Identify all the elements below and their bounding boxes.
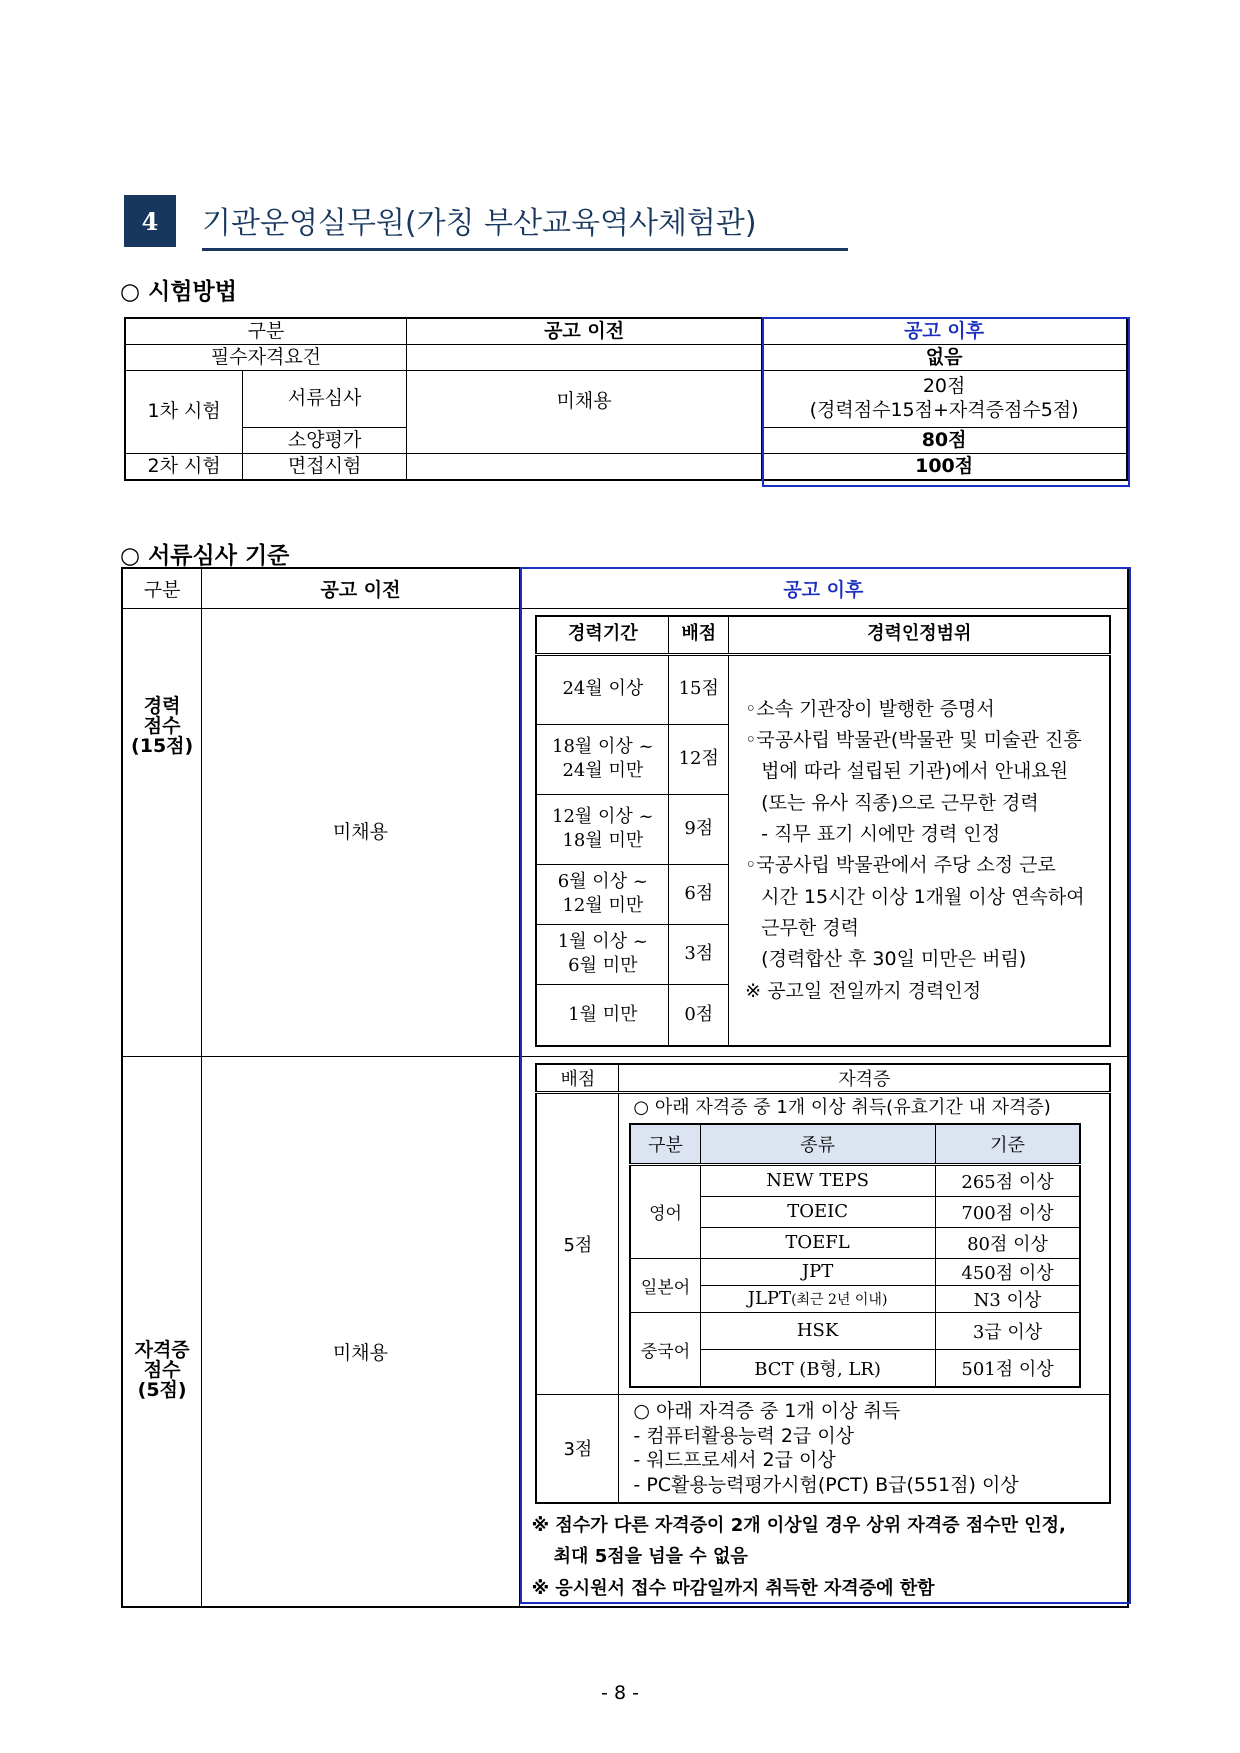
title-underline [202,248,848,251]
stage1-label: 1차 시험 [125,371,243,454]
range-line: ◦소속 기관장이 발행한 증명서 [745,697,995,720]
interview-before [406,454,761,481]
range-line: ※ 공고일 전일까지 경력인정 [745,979,982,1002]
footnote-1-cont: 최대 5점을 넘을 수 없음 [553,1546,748,1568]
range-line: 시간 15시간 이상 1개월 이상 연속하여 [761,885,1085,908]
table-row [630,1124,1080,1165]
lang-group-japanese: 일본어 [630,1258,700,1312]
cert-3-line: - PC활용능력평가시험(PCT) B급(551점) 이상 [633,1473,1019,1496]
lang-std: 265점 이상 [935,1164,1080,1196]
table-row [630,1258,1080,1285]
career-period: 1월 미만 [536,984,669,1046]
stage2-label: 2차 시험 [125,454,243,481]
criteria-header-after: 공고 이후 [519,568,1128,608]
lang-kind-name: JLPT [747,1288,792,1310]
career-before: 미채용 [202,608,519,1056]
career-header-period: 경력기간 [536,616,669,655]
lang-std: 80점 이상 [935,1227,1080,1258]
cert-footnotes [520,1504,1127,1607]
cert-score-5: 5점 [536,1092,619,1394]
cert-table [535,1063,1111,1504]
range-line: ◦국공사립 박물관(박물관 및 미술관 진흥 [745,728,1082,751]
cert-after [519,1056,1128,1607]
lang-kind [700,1285,935,1312]
exam-method-table [124,317,1128,481]
lang-group-chinese: 중국어 [630,1312,700,1387]
header-after: 공고 이후 [762,318,1127,345]
criteria-header-category: 구분 [122,568,202,608]
range-line: 법에 따라 설립된 기관)에서 안내요원 [761,760,1069,783]
doc-review-criteria-table [121,567,1129,1608]
page-number: - 8 - [601,1682,639,1704]
table-row [536,654,1110,724]
career-header-range: 경력인정범위 [729,616,1111,655]
footnote-1: ※ 점수가 다른 자격증이 2개 이상일 경우 상위 자격증 점수만 인정, [531,1514,1066,1536]
section-title: 기관운영실무원(가칭 부산교육역사체험관) [202,206,757,241]
cert-header-score: 배점 [536,1064,619,1093]
table-row [630,1164,1080,1196]
lang-std: 450점 이상 [935,1258,1080,1285]
essential-after: 없음 [762,345,1127,371]
cert-3-line: ○ 아래 자격증 중 1개 이상 취득 [633,1399,901,1422]
lang-kind: NEW TEPS [700,1164,935,1196]
career-score: 9점 [669,794,729,864]
lang-kind: HSK [700,1312,935,1349]
career-period: 18월 이상 ~ 24월 미만 [536,724,669,794]
table-row [122,608,1128,1056]
doc-review-breakdown: (경력점수15점+자격증점수5점) [809,399,1079,421]
career-header-score: 배점 [669,616,729,655]
career-score: 0점 [669,984,729,1046]
lang-kind: TOEFL [700,1227,935,1258]
career-score: 6점 [669,864,729,924]
lang-header-group: 구분 [630,1124,700,1165]
career-period-table [535,615,1111,1048]
cert-3-detail [619,1394,1110,1502]
career-category-line3: (15점) [131,734,194,757]
language-cert-table [629,1123,1081,1388]
lang-kind: JPT [700,1258,935,1285]
lang-kind: BCT (B형, LR) [700,1349,935,1387]
range-line: (경력합산 후 30일 미만은 버림) [761,948,1027,971]
doc-review-after [762,371,1127,428]
lang-std: N3 이상 [935,1285,1080,1312]
essential-label: 필수자격요건 [125,345,406,371]
table-row [536,1092,1110,1394]
table-row [536,1064,1110,1093]
footnote-2: ※ 응시원서 접수 마감일까지 취득한 자격증에 한함 [531,1577,935,1599]
career-after [519,608,1128,1056]
cert-5-note: ○ 아래 자격증 중 1개 이상 취득(유효기간 내 자격증) [633,1096,1051,1118]
doc-review-before: 미채용 [406,371,761,454]
cert-header-cert: 자격증 [619,1064,1110,1093]
career-recognition-range [729,654,1111,1046]
lang-std: 700점 이상 [935,1196,1080,1227]
cert-score-3: 3점 [536,1394,619,1502]
cert-5-detail [619,1092,1110,1394]
lang-std: 3급 이상 [935,1312,1080,1349]
career-score: 3점 [669,924,729,984]
criteria-header-before: 공고 이전 [202,568,519,608]
career-period: 24월 이상 [536,654,669,724]
career-period: 6월 이상 ~ 12월 미만 [536,864,669,924]
range-line: 근무한 경력 [761,916,859,939]
cert-category [122,1056,202,1607]
cert-category-line1: 자격증 [134,1339,190,1362]
lang-std: 501점 이상 [935,1349,1080,1387]
career-category-line2: 점수 [143,715,181,738]
cert-before: 미채용 [202,1056,519,1607]
career-period: 12월 이상 ~ 18월 미만 [536,794,669,864]
range-line: (또는 유사 직종)으로 근무한 경력 [761,791,1039,814]
lang-group-english: 영어 [630,1164,700,1258]
table-row [125,371,1127,428]
table-row [630,1312,1080,1349]
range-line: - 직무 표기 시에만 경력 인정 [761,822,1001,845]
aptitude-after: 80점 [762,428,1127,454]
subsection-heading-exam-method: ○ 시험방법 [120,279,237,305]
table-row [536,1394,1110,1502]
table-row [125,345,1127,371]
lang-kind-note: (최근 2년 이내) [791,1292,888,1309]
cert-3-line: - 컴퓨터활용능력 2급 이상 [633,1424,855,1447]
table-row [536,616,1110,655]
header-category: 구분 [125,318,406,345]
lang-header-kind: 종류 [700,1124,935,1165]
subsection-heading-doc-review-criteria: ○ 서류심사 기준 [120,543,290,569]
career-category [122,608,202,1056]
cert-3-line: - 워드프로세서 2급 이상 [633,1449,836,1472]
cert-category-line2: 점수 [143,1359,181,1382]
doc-review-label: 서류심사 [243,371,407,428]
header-before: 공고 이전 [406,318,761,345]
interview-label: 면접시험 [243,454,407,481]
table-row [125,318,1127,345]
career-score: 12점 [669,724,729,794]
career-score: 15점 [669,654,729,724]
table-row [122,1056,1128,1607]
aptitude-label: 소양평가 [243,428,407,454]
career-category-line1: 경력 [143,695,181,718]
range-line: ◦국공사립 박물관에서 주당 소정 근로 [745,854,1056,877]
doc-review-score: 20점 [922,375,966,398]
lang-kind: TOEIC [700,1196,935,1227]
table-row [122,568,1128,608]
lang-header-std: 기준 [935,1124,1080,1165]
interview-after: 100점 [762,454,1127,481]
table-row [125,454,1127,481]
essential-before [406,345,761,371]
section-number-badge: 4 [124,195,176,247]
career-period: 1월 이상 ~ 6월 미만 [536,924,669,984]
cert-category-line3: (5점) [137,1379,187,1402]
